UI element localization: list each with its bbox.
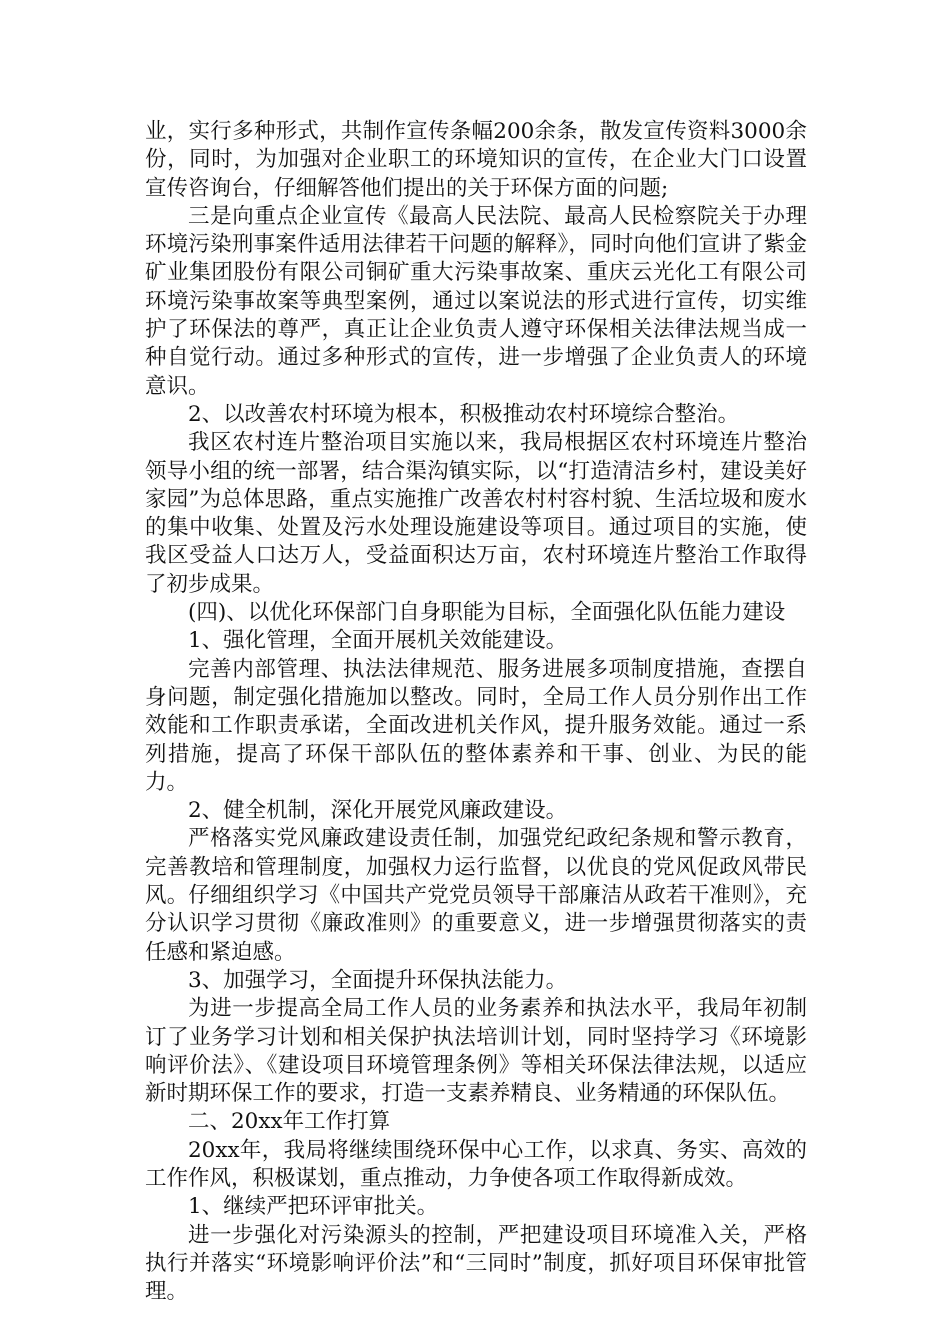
heading-work-plan: 二、20xx年工作打算 — [188, 1109, 391, 1135]
heading-rural-environment: 2、以改善农村环境为根本，积极推动农村环境综合整治。 — [188, 401, 740, 427]
paragraph-legal-publicity: 三是向重点企业宣传《最高人民法院、最高人民检察院关于办理环境污染刑事案件适用法律若干问题的解释》，同时向他们宣讲了紫金矿业集团股份有限公司铜矿重大污染事故案、重庆云光化工有限公司环境污染事故案等典型案例，通过以案说法的形式进行宣传，切实维护了环保法的尊严，真正让企业负责人遵守环保相关法律法规当成一种自觉行动。通过多种形式的宣传，进一步增强了企业负责人的环境意识。 — [145, 203, 807, 399]
document-page — [145, 118, 807, 1306]
paragraph-work-plan-intro: 20xx年，我局将继续围绕环保中心工作，以求真、务实、高效的工作作风，积极谋划，重点推动，力争使各项工作取得新成效。 — [145, 1137, 807, 1191]
paragraph-continuation: 业，实行多种形式，共制作宣传条幅200余条，散发宣传资料3000余份，同时，为加强对企业职工的环境知识的宣传，在企业大门口设置宣传咨询台，仔细解答他们提出的关于环保方面的问题; — [145, 119, 807, 201]
paragraph-rural-renovation: 我区农村连片整治项目实施以来，我局根据区农村环境连片整治领导小组的统一部署，结合渠沟镇实际，以“打造清洁乡村，建设美好家园”为总体思路，重点实施推广改善农村村容村貌、生活垃圾和废水的集中收集、处置及污水处理设施建设等项目。通过项目的实施，使我区受益人口达万人，受益面积达万亩，农村环境连片整治工作取得了初步成果。 — [145, 430, 807, 597]
paragraph-eia-approval: 进一步强化对污染源头的控制，严把建设项目环境准入关，严格执行并落实“环境影响评价法”和“三同时”制度，抓好项目环保审批管理。 — [145, 1222, 807, 1305]
heading-eia-approval: 1、继续严把环评审批关。 — [188, 1194, 439, 1220]
heading-team-capacity: (四)、以优化环保部门自身职能为目标，全面强化队伍能力建设 — [188, 600, 786, 626]
paragraph-integrity-building: 严格落实党风廉政建设责任制，加强党纪政纪条规和警示教育，完善教培和管理制度，加强权力运行监督，以优良的党风促政风带民风。仔细组织学习《中国共产党党员领导干部廉洁从政若干准则》，充分认识学习贯彻《廉政准则》的重要意义，进一步增强贯彻落实的责任感和紧迫感。 — [145, 826, 807, 965]
paragraph-internal-management: 完善内部管理、执法法律规范、服务进展多项制度措施，查摆自身问题，制定强化措施加以整改。同时，全局工作人员分别作出工作效能和工作职责承诺，全面改进机关作风，提升服务效能。通过一系列措施，提高了环保干部队伍的整体素养和干事、创业、为民的能力。 — [145, 656, 807, 795]
paragraph-enforcement-capacity: 为进一步提高全局工作人员的业务素养和执法水平，我局年初制订了业务学习计划和相关保护执法培训计划，同时坚持学习《环境影响评价法》、《建设项目环境管理条例》等相关环保法律法规，以适应新时期环保工作的要求，打造一支素养精良、业务精通的环保队伍。 — [145, 996, 807, 1107]
heading-integrity-building: 2、健全机制，深化开展党风廉政建设。 — [188, 798, 568, 824]
heading-strengthen-management: 1、强化管理，全面开展机关效能建设。 — [188, 628, 568, 654]
heading-enforcement-capacity: 3、加强学习，全面提升环保执法能力。 — [188, 967, 568, 993]
